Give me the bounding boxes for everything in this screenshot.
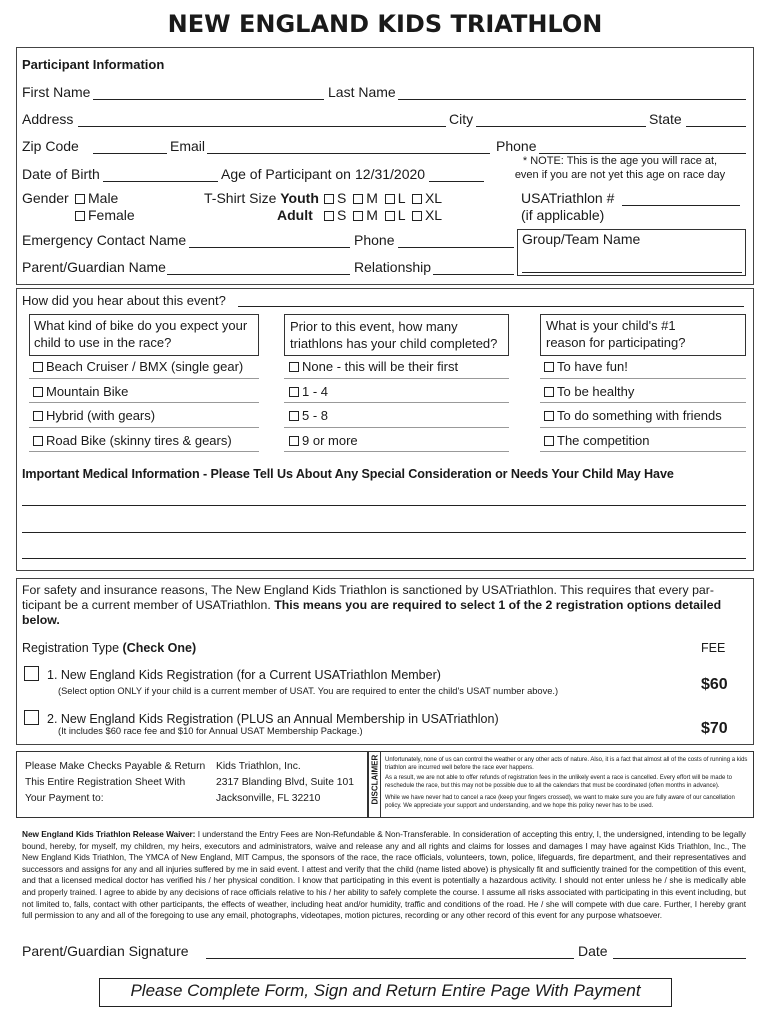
reason-option-checkbox[interactable] bbox=[544, 411, 554, 421]
date-label: Date bbox=[578, 943, 608, 959]
date-field[interactable] bbox=[613, 958, 746, 959]
usat-field[interactable] bbox=[622, 205, 740, 206]
bike-option[interactable] bbox=[33, 359, 243, 374]
bike-option[interactable] bbox=[33, 384, 128, 399]
reason-option-checkbox[interactable] bbox=[544, 387, 554, 397]
age-note-line1: * NOTE: This is the age you will race at, bbox=[522, 155, 718, 167]
reason-option-checkbox[interactable] bbox=[544, 436, 554, 446]
divider bbox=[540, 378, 746, 379]
registration-intro bbox=[22, 583, 746, 628]
group-team-label: Group/Team Name bbox=[522, 231, 641, 247]
gender-female-option[interactable] bbox=[75, 207, 135, 223]
group-team-field[interactable] bbox=[522, 272, 742, 273]
reason-option-label: To be healthy bbox=[557, 384, 635, 399]
adult-sizes bbox=[324, 207, 442, 223]
payment-addr2: 2317 Blanding Blvd, Suite 101 bbox=[216, 777, 354, 788]
divider bbox=[284, 378, 509, 379]
divider bbox=[284, 451, 509, 452]
bike-question bbox=[34, 317, 247, 351]
size-l: L bbox=[397, 190, 406, 206]
option2-fee: $70 bbox=[701, 720, 728, 737]
usat-applicable: (if applicable) bbox=[521, 207, 605, 223]
emergency-field[interactable] bbox=[189, 247, 350, 248]
prior-option-label: 5 - 8 bbox=[302, 408, 329, 423]
footer-text: Please Complete Form, Sign and Return Entire Page With Payment bbox=[130, 981, 641, 1000]
bike-option-label: Road Bike (skinny tires & gears) bbox=[46, 433, 232, 448]
female-label: Female bbox=[88, 207, 135, 223]
phone-label: Phone bbox=[496, 138, 537, 154]
intro-line3: below. bbox=[22, 613, 60, 627]
divider bbox=[29, 427, 259, 428]
prior-option[interactable] bbox=[289, 384, 328, 399]
size-xl: XL bbox=[424, 190, 443, 206]
size-s: S bbox=[337, 207, 347, 223]
youth-s-checkbox[interactable] bbox=[324, 194, 334, 204]
payment-instructions bbox=[25, 759, 205, 807]
waiver-heading: New England Kids Triathlon Release Waiver: bbox=[22, 829, 198, 839]
intro-line1: For safety and insurance reasons, The New England Kids Triathlon is sanctioned by USATriathlon. This requires that every par- bbox=[22, 583, 714, 597]
intro-line2b: This means you are required to select 1 of the 2 registration options detailed bbox=[274, 598, 722, 612]
prior-option-checkbox[interactable] bbox=[289, 436, 299, 446]
bike-q-line2: child to use in the race? bbox=[34, 335, 172, 350]
adult-l-checkbox[interactable] bbox=[385, 211, 395, 221]
fee-label: FEE bbox=[701, 641, 726, 655]
prior-option-checkbox[interactable] bbox=[289, 411, 299, 421]
parent-label: Parent/Guardian Name bbox=[22, 259, 166, 275]
medical-field-line[interactable] bbox=[22, 505, 746, 506]
prior-option-label: None - this will be their first bbox=[302, 359, 459, 374]
prior-option-checkbox[interactable] bbox=[289, 387, 299, 397]
disclaimer-label: DISCLAIMER bbox=[370, 754, 380, 805]
reason-option-checkbox[interactable] bbox=[544, 362, 554, 372]
prior-option-label: 9 or more bbox=[302, 433, 358, 448]
size-m: M bbox=[366, 190, 378, 206]
medical-field-line[interactable] bbox=[22, 532, 746, 533]
first-name-field[interactable] bbox=[93, 99, 324, 100]
prior-question bbox=[290, 318, 497, 352]
bike-option-label: Hybrid (with gears) bbox=[46, 408, 156, 423]
bike-option-checkbox[interactable] bbox=[33, 411, 43, 421]
signature-label: Parent/Guardian Signature bbox=[22, 943, 189, 959]
divider bbox=[540, 402, 746, 403]
disclaimer-text bbox=[385, 756, 749, 810]
divider bbox=[540, 451, 746, 452]
emergency-phone-field[interactable] bbox=[398, 247, 514, 248]
reason-q-line1: What is your child's #1 bbox=[546, 318, 676, 333]
size-xl: XL bbox=[424, 207, 443, 223]
youth-sizes bbox=[324, 190, 442, 206]
bike-option-label: Mountain Bike bbox=[46, 384, 129, 399]
adult-xl-checkbox[interactable] bbox=[412, 211, 422, 221]
disclaimer-p1: Unfortunately, none of us can control the weather or any other acts of nature. Also, it is a fact that almost all of the costs of running a kids triathlon are incurred well before the race ever happens. bbox=[385, 757, 748, 771]
male-checkbox[interactable] bbox=[75, 194, 85, 204]
email-label: Email bbox=[170, 138, 206, 154]
registration-type bbox=[22, 641, 196, 655]
prior-option[interactable] bbox=[289, 408, 328, 423]
prior-q-line1: Prior to this event, how many bbox=[290, 319, 458, 334]
section-label: Participant Information bbox=[22, 57, 165, 72]
disclaimer-p3: While we have never had to cancel a race (keep your fingers crossed), we want to make sure you are fully aware of our cancellation policy. We appreciate your support and understanding, and we hope this policy never has to be used. bbox=[385, 795, 735, 809]
option2-label: 2. New England Kids Registration (PLUS an Annual Membership in USATriathlon) bbox=[47, 712, 499, 726]
option2-note: (It includes $60 race fee and $10 for Annual USAT Membership Package.) bbox=[58, 726, 363, 736]
payment-addr1: Kids Triathlon, Inc. bbox=[216, 761, 301, 772]
last-name-label: Last Name bbox=[328, 84, 396, 100]
reason-q-line2: reason for participating? bbox=[546, 335, 686, 350]
medical-field-line[interactable] bbox=[22, 558, 746, 559]
divider bbox=[540, 427, 746, 428]
payment-address bbox=[216, 759, 354, 807]
youth-m-checkbox[interactable] bbox=[353, 194, 363, 204]
email-field[interactable] bbox=[207, 153, 490, 154]
adult-m-checkbox[interactable] bbox=[353, 211, 363, 221]
gender-label: Gender bbox=[22, 190, 69, 206]
city-field[interactable] bbox=[476, 126, 646, 127]
male-label: Male bbox=[88, 190, 119, 206]
medical-label: Important Medical Information - Please Tell Us About Any Special Consideration or Needs Your Child May Have bbox=[22, 467, 674, 481]
bike-option-checkbox[interactable] bbox=[33, 436, 43, 446]
heard-field[interactable] bbox=[238, 306, 744, 307]
state-label: State bbox=[649, 111, 682, 127]
youth-label: Youth bbox=[280, 190, 319, 206]
bike-option[interactable] bbox=[33, 408, 155, 423]
age-field[interactable] bbox=[429, 181, 484, 182]
disclaimer-p2: As a result, we are not able to offer refunds of registration fees in the unlikely event a race is cancelled. Every effort will be made to reschedule the race, but this may not be possible due to all the calendars that must be coordinated (often months in advance). bbox=[385, 775, 732, 789]
type-label: Registration Type bbox=[22, 641, 123, 655]
age-note-line2: even if you are not yet this age on race day bbox=[514, 169, 726, 181]
option1-checkbox[interactable] bbox=[24, 666, 39, 686]
emergency-phone-label: Phone bbox=[354, 232, 395, 248]
reason-option-label: To have fun! bbox=[557, 359, 628, 374]
option1-label: 1. New England Kids Registration (for a Current USATriathlon Member) bbox=[47, 668, 441, 682]
emergency-label: Emergency Contact Name bbox=[22, 232, 187, 248]
female-checkbox[interactable] bbox=[75, 211, 85, 221]
state-field[interactable] bbox=[686, 126, 746, 127]
divider bbox=[29, 451, 259, 452]
payment-line1: Please Make Checks Payable & Return bbox=[25, 761, 206, 772]
prior-option-checkbox[interactable] bbox=[289, 362, 299, 372]
bike-option-checkbox[interactable] bbox=[33, 362, 43, 372]
address-label: Address bbox=[22, 111, 74, 127]
age-label: Age of Participant on bbox=[221, 166, 351, 182]
option1-fee: $60 bbox=[701, 676, 728, 693]
option2-checkbox[interactable] bbox=[24, 710, 39, 730]
option1-note: (Select option ONLY if your child is a current member of USAT. You are required to enter the child's USAT number above.) bbox=[58, 686, 559, 696]
gender-male-option[interactable] bbox=[75, 190, 118, 206]
usat-label: USATriathlon # bbox=[521, 190, 615, 206]
first-name-label: First Name bbox=[22, 84, 91, 100]
age-date: 12/31/2020 bbox=[355, 166, 426, 182]
reason-option[interactable] bbox=[544, 408, 722, 423]
relationship-field[interactable] bbox=[433, 274, 514, 275]
prior-option[interactable] bbox=[289, 359, 458, 374]
payment-line3: Your Payment to: bbox=[25, 793, 104, 804]
reason-option[interactable] bbox=[544, 384, 634, 399]
payment-line2: This Entire Registration Sheet With bbox=[25, 777, 186, 788]
adult-label: Adult bbox=[277, 207, 313, 223]
youth-xl-checkbox[interactable] bbox=[412, 194, 422, 204]
age-note bbox=[494, 154, 746, 182]
release-waiver bbox=[22, 829, 746, 922]
prior-option-label: 1 - 4 bbox=[302, 384, 329, 399]
youth-l-checkbox[interactable] bbox=[385, 194, 395, 204]
parent-field[interactable] bbox=[167, 274, 350, 275]
reason-question bbox=[546, 317, 685, 351]
zip-label: Zip Code bbox=[22, 138, 79, 154]
size-s: S bbox=[337, 190, 347, 206]
reason-option-label: The competition bbox=[557, 433, 650, 448]
intro-line2a: ticipant be a current member of USATriathlon. bbox=[22, 598, 275, 612]
tshirt-label bbox=[204, 190, 319, 206]
relationship-label: Relationship bbox=[354, 259, 432, 275]
payment-addr3: Jacksonville, FL 32210 bbox=[216, 793, 321, 804]
check-one: (Check One) bbox=[122, 641, 197, 655]
tshirt-size-text: T-Shirt Size bbox=[204, 190, 277, 206]
heard-label: How did you hear about this event? bbox=[22, 293, 226, 308]
size-l: L bbox=[397, 207, 406, 223]
reason-option[interactable] bbox=[544, 433, 650, 448]
zip-field[interactable] bbox=[93, 153, 167, 154]
divider bbox=[29, 402, 259, 403]
bike-q-line1: What kind of bike do you expect your bbox=[34, 318, 248, 333]
bike-option-label: Beach Cruiser / BMX (single gear) bbox=[46, 359, 244, 374]
page-title: NEW ENGLAND KIDS TRIATHLON bbox=[167, 10, 603, 38]
city-label: City bbox=[449, 111, 474, 127]
bike-option-checkbox[interactable] bbox=[33, 387, 43, 397]
divider bbox=[284, 427, 509, 428]
signature-field[interactable] bbox=[206, 958, 574, 959]
dob-field[interactable] bbox=[103, 181, 218, 182]
address-field[interactable] bbox=[78, 126, 446, 127]
bike-option[interactable] bbox=[33, 433, 232, 448]
divider bbox=[29, 378, 259, 379]
prior-q-line2: triathlons has your child completed? bbox=[290, 336, 498, 351]
divider bbox=[284, 402, 509, 403]
prior-option[interactable] bbox=[289, 433, 358, 448]
dob-label: Date of Birth bbox=[22, 166, 100, 182]
adult-s-checkbox[interactable] bbox=[324, 211, 334, 221]
waiver-text: I understand the Entry Fees are Non-Refundable & Non-Transferable. In consideration of accepting this entry, I, the undersigned, intending to be legally bound, hereby, for myself, my children, my heirs, executors and administrators, waive and release any and all rights and claims for losses and damages I may have against Kids Triathlon, Inc., The New England Kids Triathlon, The YMCA of New England, MIT Campus, the sponsors of the race, the race officials, volunteers, town, police, lifeguards, fire department, and their representatives and successors and assigns for any and all injuries suffered by me in said event. I attest and verify that the child (name listed above) is physically fit and sufficiently trained for the competition of this event, and that a licensed medical doctor has verified his / her physical condition. I know that participating in this event is potentially a hazardous activity. I should not enter unless he / she is medically able and properly trained. I agree to abide by any decisions of race officials relative to his / her ability to safely complete the course. I assume all risks associated with participating in this event including, but not limited to, falls, contact with other participants, the effects of weather, including heat and/or humidity, traffic and conditions of the road. He / she will compete with due care. Further, I hereby grant full permission to any and all of the foregoing to use any email, photographs, videotapes, motion pictures, recording or any other record of this event for any purpose whatsoever. bbox=[22, 829, 746, 921]
reason-option-label: To do something with friends bbox=[557, 408, 722, 423]
reason-option[interactable] bbox=[544, 359, 628, 374]
size-m: M bbox=[366, 207, 378, 223]
last-name-field[interactable] bbox=[398, 99, 746, 100]
